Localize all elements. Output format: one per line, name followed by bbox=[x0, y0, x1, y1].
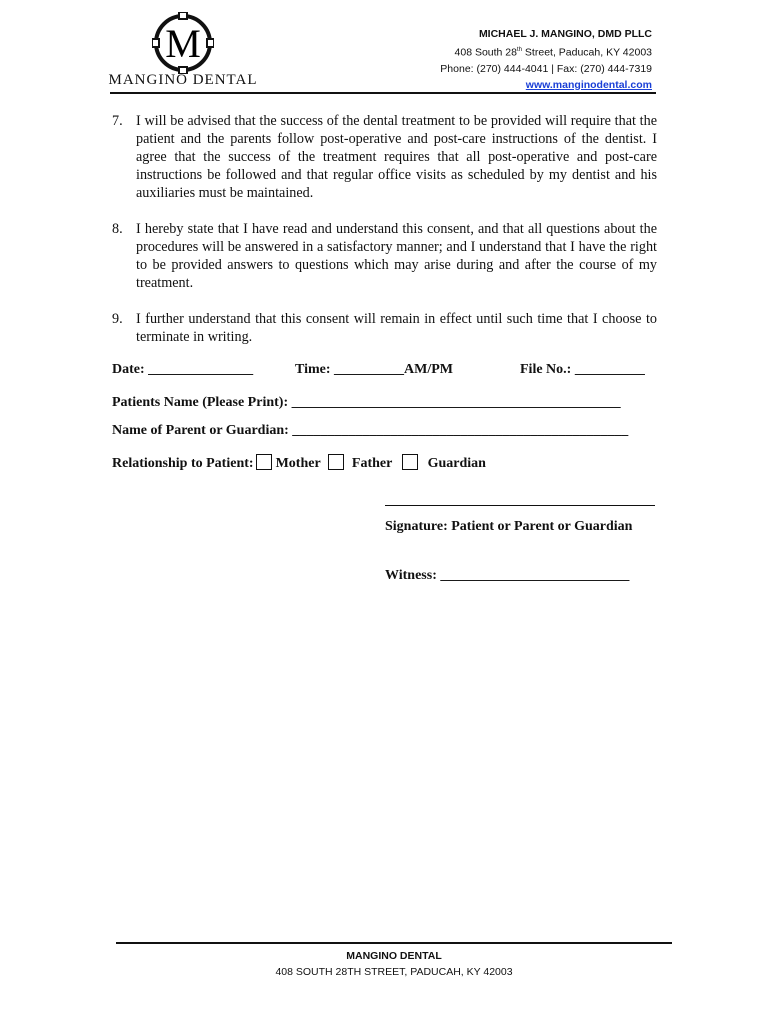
consent-item: 8. I hereby state that I have read and understand this consent, and that all questions about the procedures will be answered in a satisfactory manner; and I understand that I have the right to be provided answers to questions which may arise during and after the course of my treatment. bbox=[112, 221, 657, 291]
phone-fax: Phone: (270) 444-4041 | Fax: (270) 444-7319 bbox=[440, 62, 652, 75]
consent-items bbox=[112, 112, 657, 364]
guardian-checkbox[interactable] bbox=[402, 454, 418, 470]
signature-line[interactable] bbox=[385, 505, 655, 506]
footer-name: MANGINO DENTAL bbox=[346, 950, 442, 962]
patient-name-field[interactable]: Patients Name (Please Print): _______________________________________________ bbox=[112, 395, 621, 410]
logo-emblem-icon bbox=[152, 12, 214, 74]
logo-letter: M bbox=[165, 21, 201, 66]
footer bbox=[116, 948, 672, 980]
mother-label: Mother bbox=[275, 456, 321, 471]
logo-text: MANGINO DENTAL bbox=[108, 72, 258, 88]
time-field[interactable]: Time: __________AM/PM bbox=[295, 362, 453, 377]
relationship-label: Relationship to Patient: bbox=[112, 456, 254, 471]
header-divider bbox=[110, 92, 656, 94]
father-checkbox[interactable] bbox=[328, 454, 344, 470]
consent-item: 7. I will be advised that the success of the dental treatment to be provided will require that the patient and the parents follow post-operative and post-care instructions of the dentist. I agree that the success of the treatment requires that all post-operative and post-care instructions be followed and that regular office visits as scheduled by my dentist and his auxiliaries must be maintained. bbox=[112, 113, 657, 201]
mother-checkbox[interactable] bbox=[256, 454, 272, 470]
footer-divider bbox=[116, 942, 672, 944]
relationship-row bbox=[112, 454, 486, 472]
practice-address: 408 South 28th Street, Paducah, KY 42003 bbox=[454, 46, 652, 59]
file-number-field[interactable]: File No.: __________ bbox=[520, 362, 645, 377]
logo bbox=[108, 12, 258, 90]
practice-name: MICHAEL J. MANGINO, DMD PLLC bbox=[478, 28, 652, 40]
signature-label: Signature: Patient or Parent or Guardian bbox=[385, 519, 633, 534]
parent-guardian-name-field[interactable]: Name of Parent or Guardian: ________________________________________________ bbox=[112, 423, 629, 438]
father-label: Father bbox=[351, 456, 393, 471]
date-field[interactable]: Date: _______________ bbox=[112, 362, 254, 377]
website-link[interactable]: www.manginodental.com bbox=[525, 78, 652, 91]
footer-address: 408 SOUTH 28TH STREET, PADUCAH, KY 42003 bbox=[275, 966, 513, 978]
practice-contact bbox=[440, 26, 652, 93]
witness-field[interactable]: Witness: ___________________________ bbox=[385, 568, 630, 583]
guardian-label: Guardian bbox=[427, 456, 486, 471]
consent-item: 9. I further understand that this consent will remain in effect until such time that I choose to terminate in writing. bbox=[112, 311, 657, 345]
